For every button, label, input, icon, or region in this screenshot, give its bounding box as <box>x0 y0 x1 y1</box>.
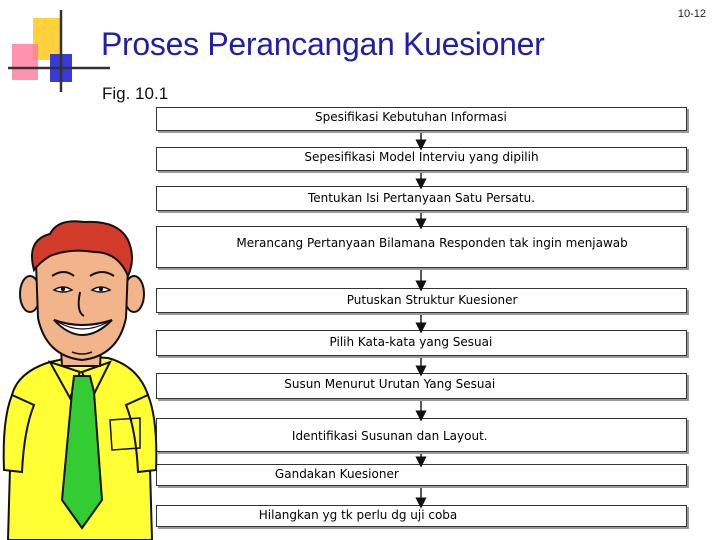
page-title: Proses Perancangan Kuesioner <box>101 26 545 62</box>
figure-label: Fig. 10.1 <box>102 84 169 103</box>
left-pupil <box>61 287 65 291</box>
step-label-1: Spesifikasi Kebutuhan Informasi <box>314 110 507 124</box>
step-label-6: Pilih Kata-kata yang Sesuai <box>329 335 493 349</box>
cartoon-man-illustration <box>0 0 160 540</box>
slide-number: 10-12 <box>677 8 706 20</box>
step-label-8: Identifikasi Susunan dan Layout. <box>291 429 488 443</box>
step-label-5: Putuskan Struktur Kuesioner <box>346 293 518 307</box>
step-label-4: Merancang Pertanyaan Bilamana Responden tak ingin menjawab <box>236 236 628 250</box>
step-label-2: Sepesifikasi Model Interviu yang dipilih <box>304 150 539 164</box>
step-label-7: Susun Menurut Urutan Yang Sesuai <box>284 377 496 391</box>
step-label-10: Hilangkan yg tk perlu dg uji coba <box>258 508 458 522</box>
right-pupil <box>99 287 103 291</box>
step-label-3: Tentukan Isi Pertanyaan Satu Persatu. <box>307 191 536 205</box>
step-label-9: Gandakan Kuesioner <box>274 467 399 481</box>
